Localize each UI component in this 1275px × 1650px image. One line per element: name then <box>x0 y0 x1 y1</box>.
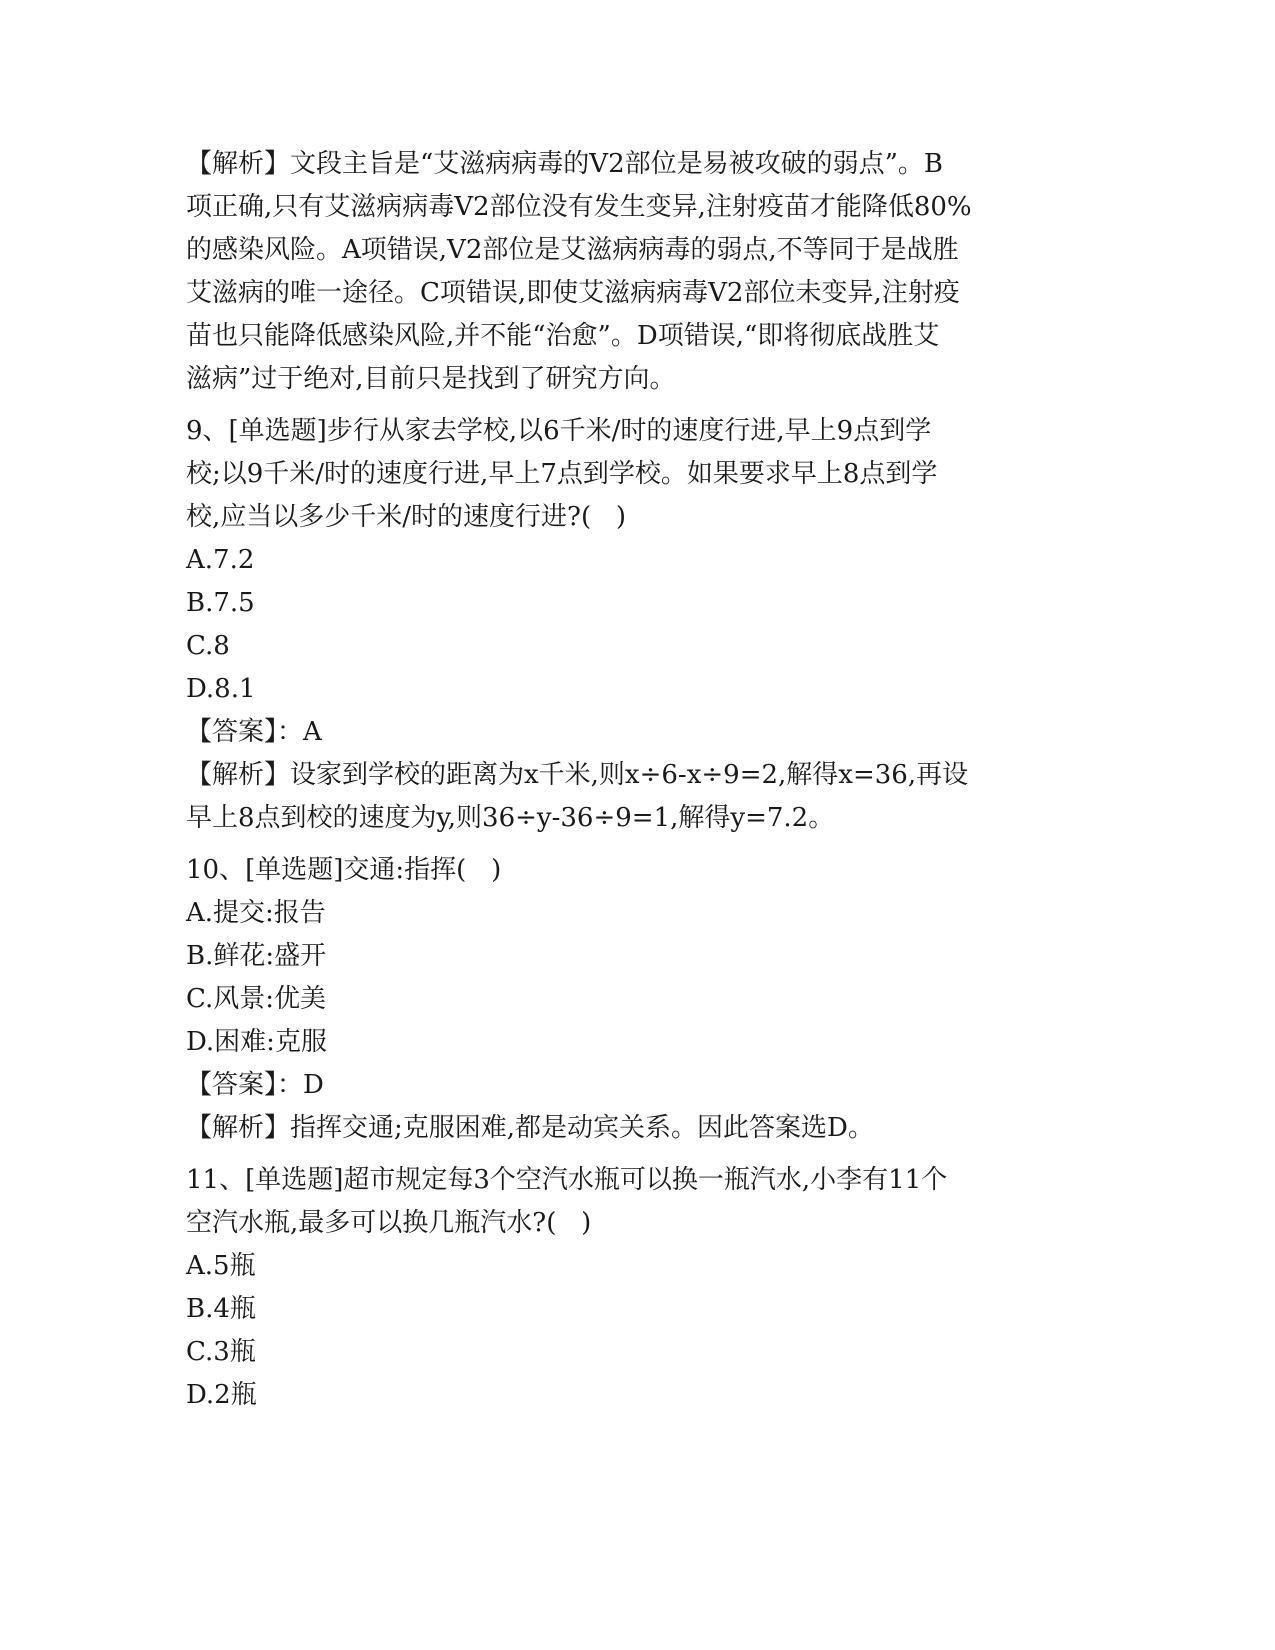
prev-explanation-line: 的感染风险。A项错误,V2部位是艾滋病病毒的弱点,不等同于是战胜 <box>186 235 959 265</box>
prev-explanation-line: 【解析】文段主旨是“艾滋病病毒的V2部位是易被攻破的弱点”。B <box>186 149 944 179</box>
question-9 <box>186 410 1086 840</box>
question-10-explanation: 【解析】指挥交通;克服困难,都是动宾关系。因此答案选D。 <box>186 1113 874 1143</box>
question-9-option-c: C.8 <box>186 631 230 661</box>
question-9-option-a: A.7.2 <box>186 545 255 575</box>
prev-explanation <box>186 143 1086 401</box>
question-9-stem: 校,应当以多少千米/时的速度行进?( ) <box>186 502 627 532</box>
question-9-explanation: 【解析】设家到学校的距离为x千米,则x÷6-x÷9=2,解得x=36,再设 <box>186 760 969 790</box>
prev-explanation-line: 苗也只能降低感染风险,并不能“治愈”。D项错误,“即将彻底战胜艾 <box>186 321 940 351</box>
question-9-answer: 【答案】：A <box>186 717 322 747</box>
prev-explanation-line: 滋病”过于绝对,目前只是找到了研究方向。 <box>186 364 676 394</box>
prev-explanation-line: 项正确,只有艾滋病病毒V2部位没有发生变异,注射疫苗才能降低80% <box>186 192 972 222</box>
question-10-option-a: A.提交:报告 <box>186 898 326 928</box>
question-10 <box>186 849 1086 1150</box>
question-9-explanation: 早上8点到校的速度为y,则36÷y-36÷9=1,解得y=7.2。 <box>186 803 835 833</box>
question-11-stem: 空汽水瓶,最多可以换几瓶汽水?( ) <box>186 1208 592 1238</box>
prev-explanation-line: 艾滋病的唯一途径。C项错误,即使艾滋病病毒V2部位未变异,注射疫 <box>186 278 960 308</box>
question-10-option-d: D.困难:克服 <box>186 1027 327 1057</box>
question-10-answer: 【答案】：D <box>186 1070 324 1100</box>
question-9-stem: 9、[单选题]步行从家去学校,以6千米/时的速度行进,早上9点到学 <box>186 416 932 446</box>
document-content <box>186 143 1086 1417</box>
question-10-option-b: B.鲜花:盛开 <box>186 941 327 971</box>
question-11-option-a: A.5瓶 <box>186 1251 256 1281</box>
question-11-option-d: D.2瓶 <box>186 1380 257 1410</box>
question-9-stem: 校;以9千米/时的速度行进,早上7点到学校。如果要求早上8点到学 <box>186 459 938 489</box>
question-9-option-d: D.8.1 <box>186 674 256 704</box>
question-11-stem: 11、[单选题]超市规定每3个空汽水瓶可以换一瓶汽水,小李有11个 <box>186 1165 948 1195</box>
question-9-option-b: B.7.5 <box>186 588 255 618</box>
question-11-option-c: C.3瓶 <box>186 1337 256 1367</box>
question-11 <box>186 1159 1086 1417</box>
question-10-option-c: C.风景:优美 <box>186 984 326 1014</box>
question-11-option-b: B.4瓶 <box>186 1294 256 1324</box>
question-10-stem: 10、[单选题]交通:指挥( ) <box>186 855 502 885</box>
